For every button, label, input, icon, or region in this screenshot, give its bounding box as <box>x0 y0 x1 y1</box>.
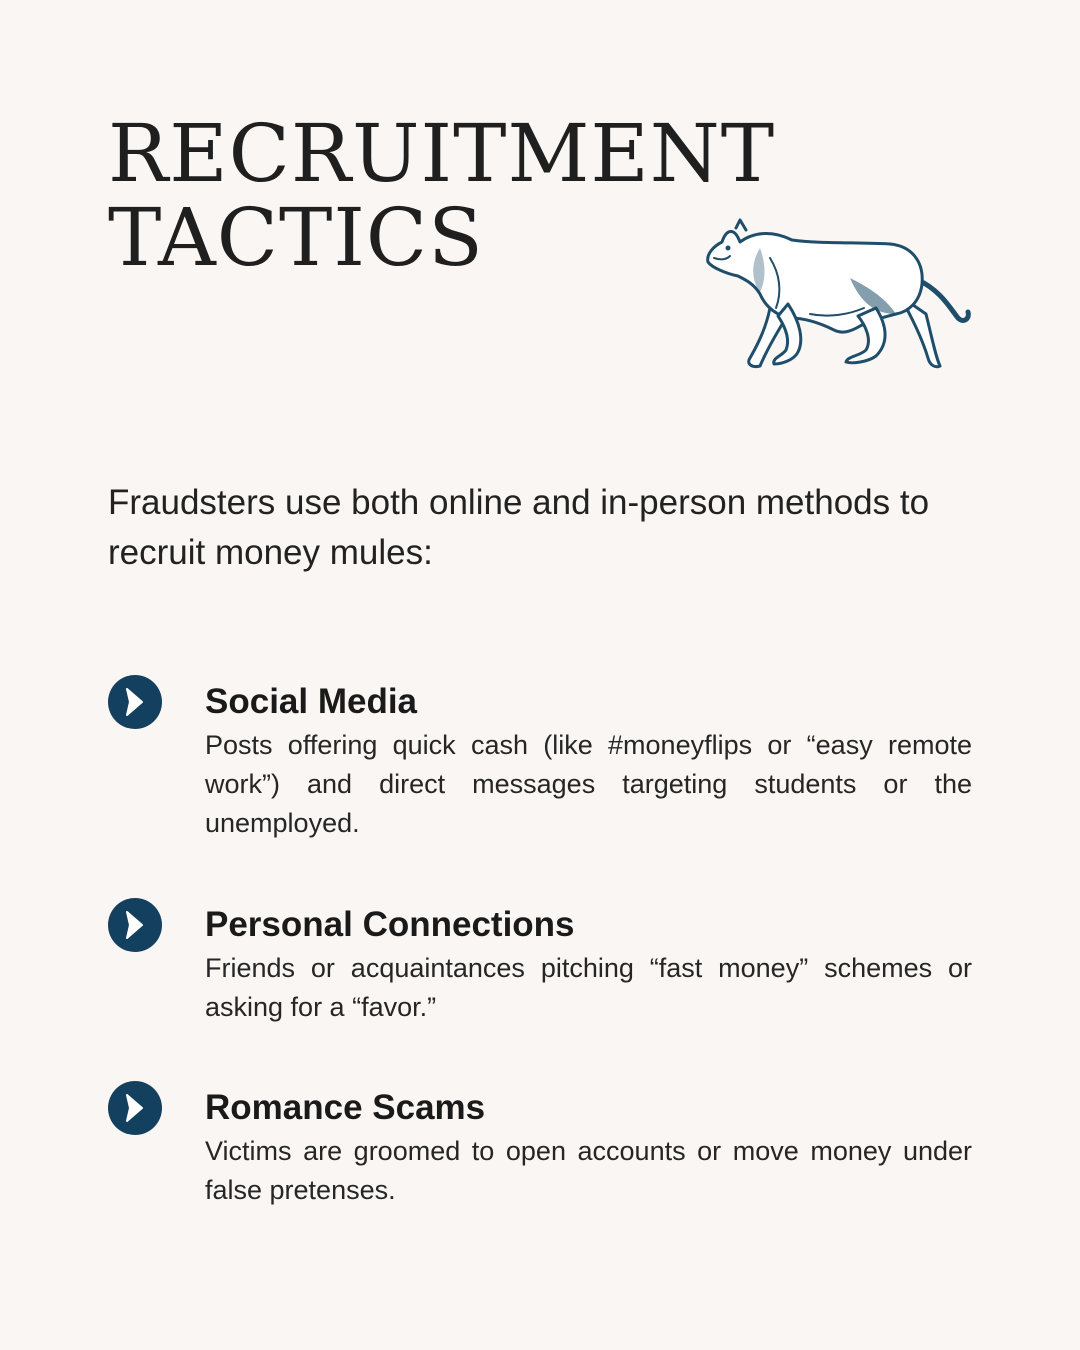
tactic-title: Personal Connections <box>205 905 575 944</box>
title-line-1: RECRUITMENT <box>108 107 776 200</box>
tactic-title: Romance Scams <box>205 1088 486 1127</box>
intro-text: Fraudsters use both online and in-person methods to recruit money mules: <box>108 483 930 572</box>
page-title <box>108 107 776 284</box>
tactic-description: Victims are groomed to open accounts or move money under false pretenses. <box>205 1136 972 1205</box>
chevron-right-icon <box>108 898 162 952</box>
tactic-title: Social Media <box>205 682 418 721</box>
title-line-2: TACTICS <box>108 191 484 284</box>
panther-illustration-icon <box>700 218 975 378</box>
chevron-right-icon <box>108 1081 162 1135</box>
tactic-description: Posts offering quick cash (like #moneyflips or “easy remote work”) and direct messages targeting students or the unemployed. <box>205 730 972 838</box>
tactic-description: Friends or acquaintances pitching “fast money” schemes or asking for a “favor.” <box>205 953 972 1022</box>
chevron-right-icon <box>108 675 162 729</box>
